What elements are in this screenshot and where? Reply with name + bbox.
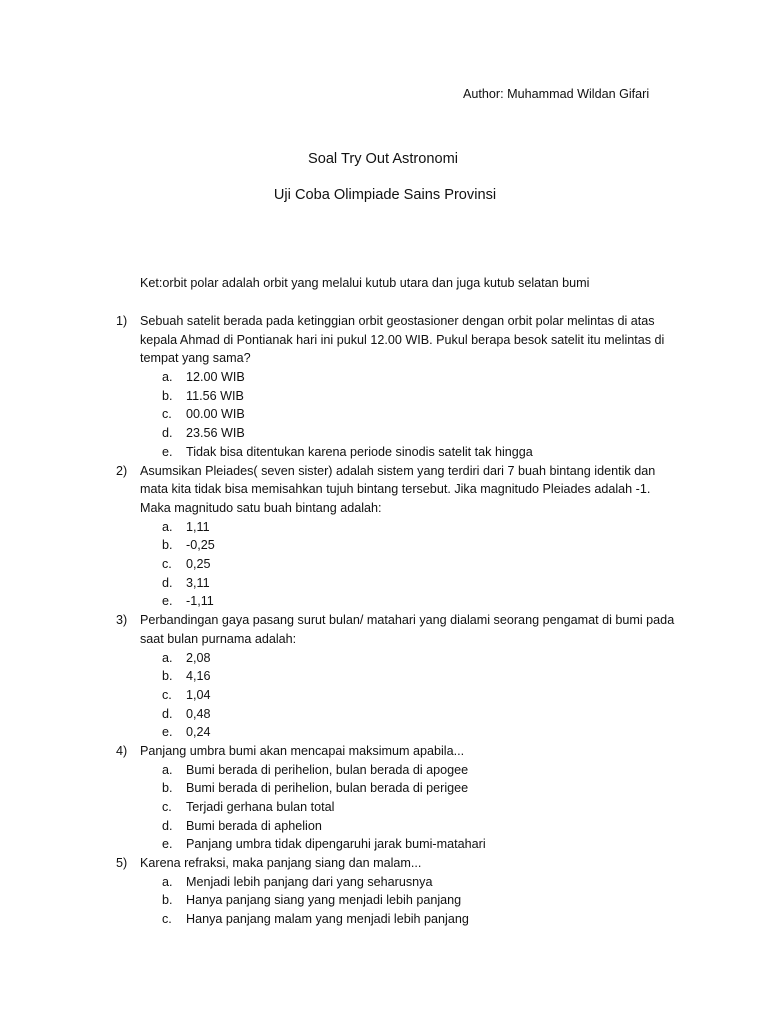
option-letter: e.: [162, 725, 173, 740]
question-item: [0, 462, 768, 612]
question-item: [0, 854, 768, 929]
answer-option: [0, 555, 768, 574]
option-text: 11.56 WIB: [186, 388, 244, 403]
answer-option: [0, 891, 768, 910]
option-text: Menjadi lebih panjang dari yang seharusnya: [186, 874, 433, 889]
answer-option: [0, 592, 768, 611]
answer-option: [0, 779, 768, 798]
answer-option: [0, 873, 768, 892]
option-list: [0, 873, 768, 929]
option-letter: c.: [162, 557, 172, 572]
option-text: 2,08: [186, 650, 211, 665]
answer-option: [0, 424, 768, 443]
option-text: -0,25: [186, 538, 215, 553]
answer-option: [0, 817, 768, 836]
option-text: Hanya panjang siang yang menjadi lebih panjang: [186, 893, 462, 908]
answer-option: [0, 835, 768, 854]
option-letter: c.: [162, 912, 172, 927]
option-letter: c.: [162, 407, 172, 422]
option-letter: e.: [162, 444, 173, 459]
option-text: 12.00 WIB: [186, 370, 245, 385]
option-text: 0,48: [186, 706, 211, 721]
option-letter: a.: [162, 650, 173, 665]
option-text: 1,11: [186, 519, 210, 534]
option-letter: b.: [162, 538, 173, 553]
answer-option: [0, 387, 768, 406]
option-letter: b.: [162, 388, 173, 403]
answer-option: [0, 649, 768, 668]
option-letter: c.: [162, 687, 172, 702]
option-letter: a.: [162, 370, 173, 385]
option-text: 4,16: [186, 669, 211, 684]
answer-option: [0, 518, 768, 537]
option-list: [0, 761, 768, 854]
document-title: Soal Try Out Astronomi: [307, 151, 459, 167]
document-note: Ket:orbit polar adalah orbit yang melalui kutub utara dan juga kutub selatan bumi: [140, 276, 590, 290]
option-text: 3,11: [186, 575, 210, 590]
option-letter: a.: [162, 874, 173, 889]
option-text: 23.56 WIB: [186, 426, 245, 441]
question-item: [0, 611, 768, 742]
answer-option: [0, 368, 768, 387]
option-letter: b.: [162, 669, 173, 684]
answer-option: [0, 910, 768, 929]
option-list: [0, 649, 768, 742]
option-letter: a.: [162, 762, 173, 777]
option-list: [0, 368, 768, 461]
option-letter: c.: [162, 800, 172, 815]
document-author: Author: Muhammad Wildan Gifari: [463, 87, 650, 101]
question-number: 5): [116, 856, 128, 871]
question-item: [0, 312, 768, 462]
answer-option: [0, 761, 768, 780]
question-list: [0, 312, 768, 929]
option-letter: d.: [162, 818, 173, 833]
option-letter: d.: [162, 575, 173, 590]
answer-option: [0, 536, 768, 555]
answer-option: [0, 723, 768, 742]
option-text: 0,24: [186, 725, 211, 740]
option-text: Bumi berada di perihelion, bulan berada di perigee: [186, 781, 469, 796]
document-subtitle: Uji Coba Olimpiade Sains Provinsi: [273, 187, 497, 203]
question-text: Perbandingan gaya pasang surut bulan/ matahari yang dialami seorang pengamat di bumi pada saat bulan purnama adalah:: [140, 613, 675, 646]
answer-option: [0, 667, 768, 686]
option-text: Hanya panjang malam yang menjadi lebih panjang: [186, 912, 469, 927]
option-letter: e.: [162, 594, 173, 609]
answer-option: [0, 798, 768, 817]
question-item: [0, 742, 768, 854]
question-text: Panjang umbra bumi akan mencapai maksimum apabila...: [140, 743, 465, 758]
option-letter: d.: [162, 706, 173, 721]
answer-option: [0, 705, 768, 724]
question-text: Karena refraksi, maka panjang siang dan malam...: [140, 856, 422, 871]
option-text: Bumi berada di aphelion: [186, 818, 322, 833]
answer-option: [0, 405, 768, 424]
answer-option: [0, 686, 768, 705]
question-text: Sebuah satelit berada pada ketinggian orbit geostasioner dengan orbit polar melintas di atas kepala Ahmad di Pontianak hari ini pukul 12.00 WIB. Pukul berapa besok satelit itu melintas di tempat yang sama?: [140, 314, 665, 366]
option-text: Tidak bisa ditentukan karena periode sinodis satelit tak hingga: [186, 444, 533, 459]
answer-option: [0, 443, 768, 462]
option-text: Bumi berada di perihelion, bulan berada di apogee: [186, 762, 469, 777]
answer-option: [0, 574, 768, 593]
option-text: 0,25: [186, 557, 211, 572]
question-text: Asumsikan Pleiades( seven sister) adalah sistem yang terdiri dari 7 buah bintang identik dan mata kita tidak bisa memisahkan tujuh bintang tersebut. Jika magnitudo Pleiades adalah -1. Maka magnitudo satu buah bintang adalah:: [140, 463, 656, 515]
question-number: 2): [116, 463, 128, 478]
option-text: -1,11: [186, 594, 214, 609]
option-text: 00.00 WIB: [186, 407, 245, 422]
option-list: [0, 518, 768, 611]
question-number: 3): [116, 613, 128, 628]
option-letter: e.: [162, 837, 173, 852]
option-letter: d.: [162, 426, 173, 441]
question-number: 4): [116, 743, 128, 758]
question-number: 1): [116, 314, 128, 328]
option-text: Panjang umbra tidak dipengaruhi jarak bumi-matahari: [186, 837, 486, 852]
option-text: Terjadi gerhana bulan total: [186, 800, 335, 815]
option-letter: a.: [162, 519, 173, 534]
option-letter: b.: [162, 893, 173, 908]
option-text: 1,04: [186, 687, 211, 702]
option-letter: b.: [162, 781, 173, 796]
